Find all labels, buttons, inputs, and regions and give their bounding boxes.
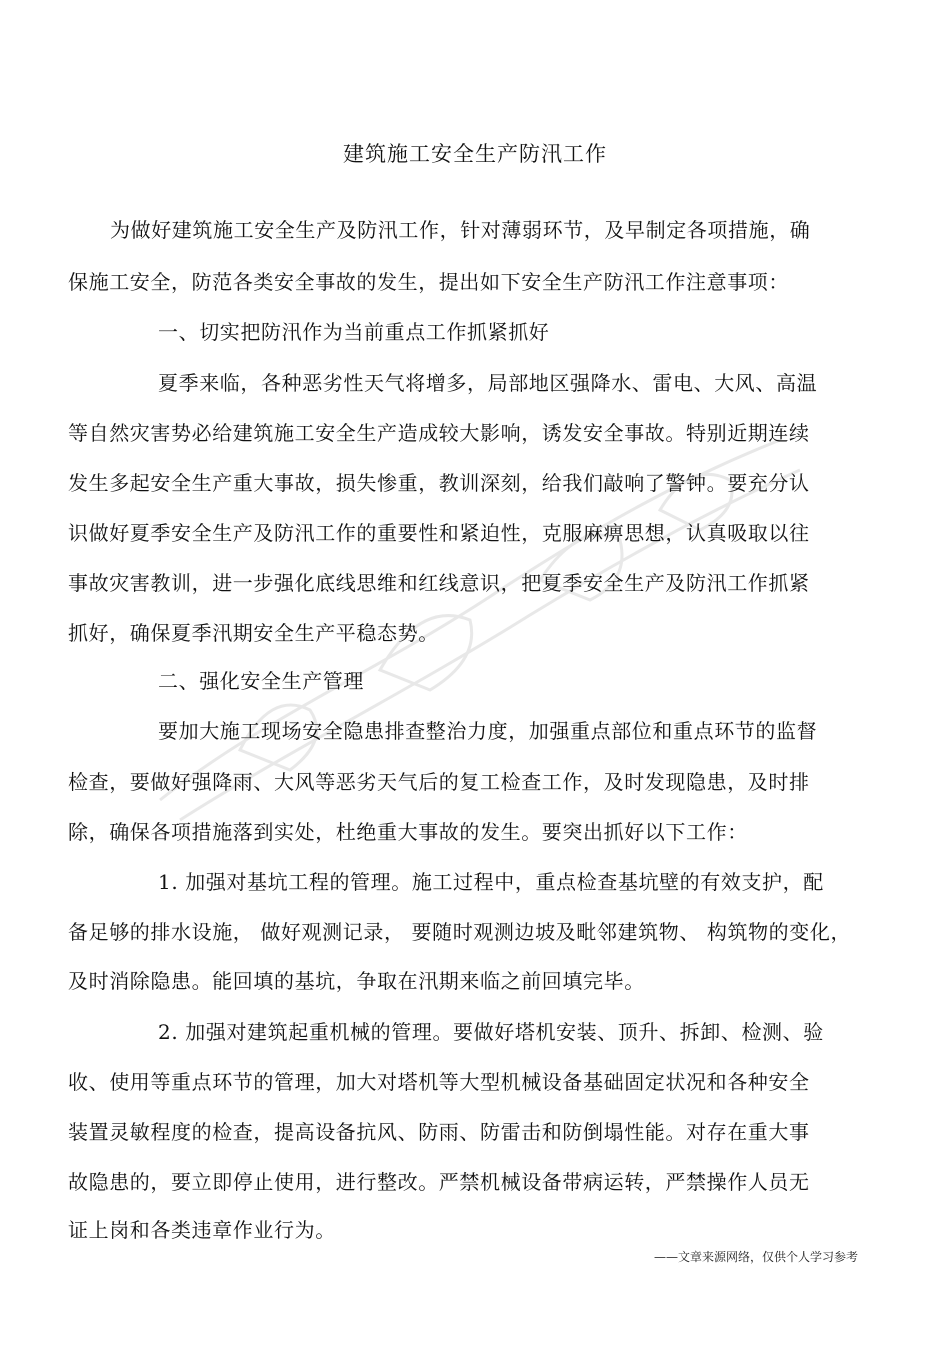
paragraph-line: 要加大施工现场安全隐患排查整治力度，加强重点部位和重点环节的监督: [158, 719, 818, 743]
paragraph-line: 检查，要做好强降雨、大风等恶劣天气后的复工检查工作，及时发现隐患，及时排: [68, 770, 810, 794]
list-item-line: 装置灵敏程度的检查，提高设备抗风、防雨、防雷击和防倒塌性能。对存在重大事: [68, 1120, 810, 1144]
document-title: 建筑施工安全生产防汛工作: [343, 142, 607, 166]
list-item-line: 备足够的排水设施， 做好观测记录， 要随时观测边坡及毗邻建筑物、 构筑物的变化，: [68, 920, 852, 944]
paragraph-line: 夏季来临，各种恶劣性天气将增多，局部地区强降水、雷电、大风、高温: [158, 371, 818, 395]
list-item-line: 及时消除隐患。能回填的基坑，争取在汛期来临之前回填完毕。: [68, 969, 645, 993]
paragraph-line: 保施工安全，防范各类安全事故的发生，提出如下安全生产防汛工作注意事项：: [68, 270, 789, 294]
list-item-line: 1. 加强对基坑工程的管理。施工过程中，重点检查基坑壁的有效支护，配: [158, 870, 824, 894]
source-footnote: ——文章来源网络，仅供个人学习参考: [653, 1250, 858, 1264]
paragraph-line: 抓好，确保夏季汛期安全生产平稳态势。: [68, 621, 439, 645]
section-heading: 二、强化安全生产管理: [158, 669, 364, 693]
paragraph-line: 除，确保各项措施落到实处，杜绝重大事故的发生。要突出抓好以下工作：: [68, 820, 748, 844]
list-item-line: 证上岗和各类违章作业行为。: [68, 1218, 336, 1242]
list-item-line: 2. 加强对建筑起重机械的管理。要做好塔机安装、顶升、拆卸、检测、验: [158, 1020, 824, 1044]
section-heading: 一、切实把防汛作为当前重点工作抓紧抓好: [158, 320, 550, 344]
paragraph-line: 等自然灾害势必给建筑施工安全生产造成较大影响，诱发安全事故。特别近期连续: [68, 421, 810, 445]
paragraph-line: 发生多起安全生产重大事故，损失惨重，教训深刻，给我们敲响了警钟。要充分认: [68, 471, 810, 495]
paragraph-line: 事故灾害教训，进一步强化底线思维和红线意识，把夏季安全生产及防汛工作抓紧: [68, 571, 810, 595]
paragraph-line: 为做好建筑施工安全生产及防汛工作，针对薄弱环节，及早制定各项措施，确: [110, 218, 811, 242]
paragraph-line: 识做好夏季安全生产及防汛工作的重要性和紧迫性，克服麻痹思想，认真吸取以往: [68, 521, 810, 545]
list-item-line: 故隐患的，要立即停止使用，进行整改。严禁机械设备带病运转，严禁操作人员无: [68, 1170, 810, 1194]
list-item-line: 收、使用等重点环节的管理，加大对塔机等大型机械设备基础固定状况和各种安全: [68, 1070, 810, 1094]
